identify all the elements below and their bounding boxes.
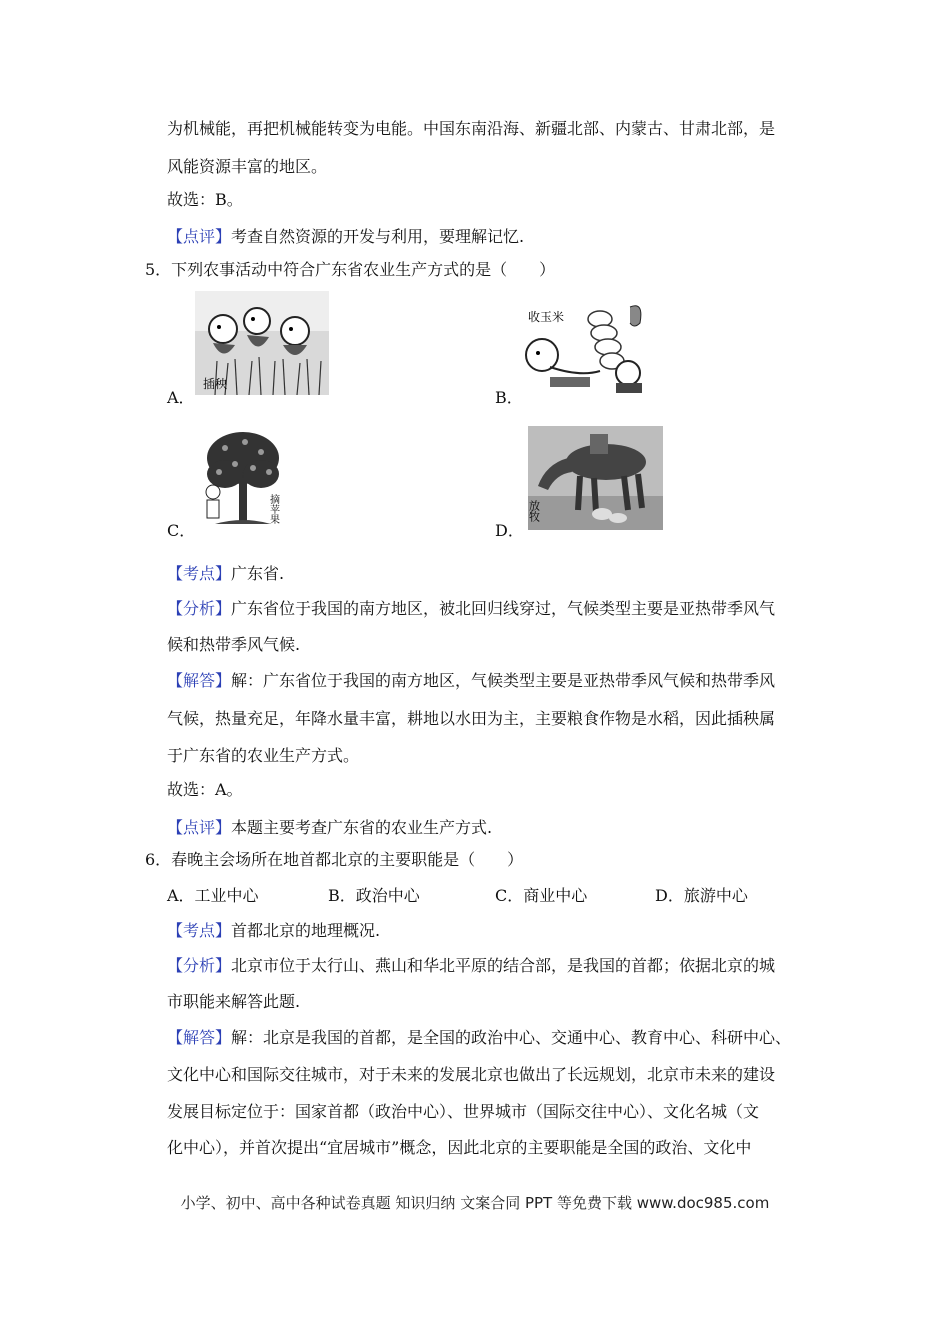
- rice-transplanting-image: [195, 291, 329, 395]
- q6-stem: 6．春晚主会场所在地首都北京的主要职能是（ ）: [145, 850, 524, 869]
- fenxi-tag: 【分析】: [167, 956, 232, 975]
- option-a-caption: 插秧: [203, 377, 228, 391]
- option-d-label: D．: [495, 521, 524, 540]
- q4-comment: [167, 226, 524, 248]
- jieda-text-1: 解：广东省位于我国的南方地区，气候类型主要是亚热带季风气候和热带季风: [231, 671, 776, 690]
- q6-option-d: D．旅游中心: [655, 886, 748, 905]
- option-d-picture: [528, 426, 663, 530]
- option-c-label: C．: [167, 521, 196, 540]
- q5-fenxi-line-2: 候和热带季风气候.: [167, 635, 301, 654]
- q6-jieda-line-1: [167, 1027, 791, 1049]
- page-footer: 小学、初中、高中各种试卷真题 知识归纳 文案合同 PPT 等免费下载 www.doc985.com: [180, 1194, 770, 1212]
- q6-jieda-line-3: 发展目标定位于：国家首都（政治中心）、世界城市（国际交往中心）、文化名城（文: [167, 1102, 760, 1121]
- jieda-text-1: 解：北京是我国的首都，是全国的政治中心、交通中心、教育中心、科研中心、: [231, 1028, 792, 1047]
- corn-harvest-image: [520, 297, 654, 397]
- q6-fenxi-line-1: [167, 955, 775, 977]
- comment-text: 考查自然资源的开发与利用，要理解记忆.: [231, 227, 525, 246]
- kaodian-text: 广东省.: [231, 564, 285, 583]
- q4-analysis-line-1: 为机械能，再把机械能转变为电能。中国东南沿海、新疆北部、内蒙古、甘肃北部，是: [167, 119, 776, 138]
- q5-fenxi-line-1: [167, 598, 775, 620]
- q6-kaodian: [167, 920, 380, 942]
- q6-jieda-line-4: 化中心），并首次提出“宜居城市”概念，因此北京的主要职能是全国的政治、文化中: [167, 1138, 752, 1157]
- q6-option-b: B．政治中心: [328, 886, 420, 905]
- option-b-caption: 收玉米: [528, 310, 565, 324]
- option-c-caption: 摘苹果: [267, 494, 279, 524]
- q5-stem: 5．下列农事活动中符合广东省农业生产方式的是（ ）: [145, 260, 556, 279]
- jieda-tag: 【解答】: [167, 671, 232, 690]
- kaodian-text: 首都北京的地理概况.: [231, 921, 381, 940]
- kaodian-tag: 【考点】: [167, 564, 232, 583]
- q5-choice: 故选：A。: [167, 780, 243, 799]
- option-a-picture: [195, 291, 329, 395]
- kaodian-tag: 【考点】: [167, 921, 232, 940]
- q5-jieda-line-2: 气候，热量充足，年降水量丰富，耕地以水田为主，主要粮食作物是水稻，因此插秧属: [167, 709, 776, 728]
- q6-option-c: C．商业中心: [495, 886, 588, 905]
- option-c-picture: [195, 428, 290, 531]
- fenxi-text-1: 广东省位于我国的南方地区，被北回归线穿过，气候类型主要是亚热带季风气: [231, 599, 776, 618]
- q6-option-a: A．工业中心: [167, 886, 259, 905]
- q4-analysis-line-2: 风能资源丰富的地区。: [167, 157, 328, 176]
- jieda-tag: 【解答】: [167, 1028, 232, 1047]
- q6-jieda-line-2: 文化中心和国际交往城市，对于未来的发展北京也做出了长远规划，北京市未来的建设: [167, 1065, 776, 1084]
- q5-jieda-line-1: [167, 670, 775, 692]
- q4-choice: 故选：B。: [167, 190, 243, 209]
- comment-tag: 【点评】: [167, 227, 232, 246]
- comment-tag: 【点评】: [167, 818, 232, 837]
- fenxi-tag: 【分析】: [167, 599, 232, 618]
- option-b-picture: [520, 297, 654, 397]
- option-a-label: A．: [167, 388, 195, 407]
- q5-comment: [167, 817, 492, 839]
- comment-text: 本题主要考查广东省的农业生产方式.: [231, 818, 493, 837]
- grazing-image: [528, 426, 663, 530]
- q5-kaodian: [167, 563, 284, 585]
- fenxi-text-1: 北京市位于太行山、燕山和华北平原的结合部，是我国的首都；依据北京的城: [231, 956, 776, 975]
- q5-jieda-line-3: 于广东省的农业生产方式。: [167, 746, 360, 765]
- option-b-label: B．: [495, 388, 523, 407]
- apple-picking-image: [195, 428, 290, 531]
- q6-fenxi-line-2: 市职能来解答此题.: [167, 992, 301, 1011]
- option-d-caption: 放牧: [528, 500, 541, 522]
